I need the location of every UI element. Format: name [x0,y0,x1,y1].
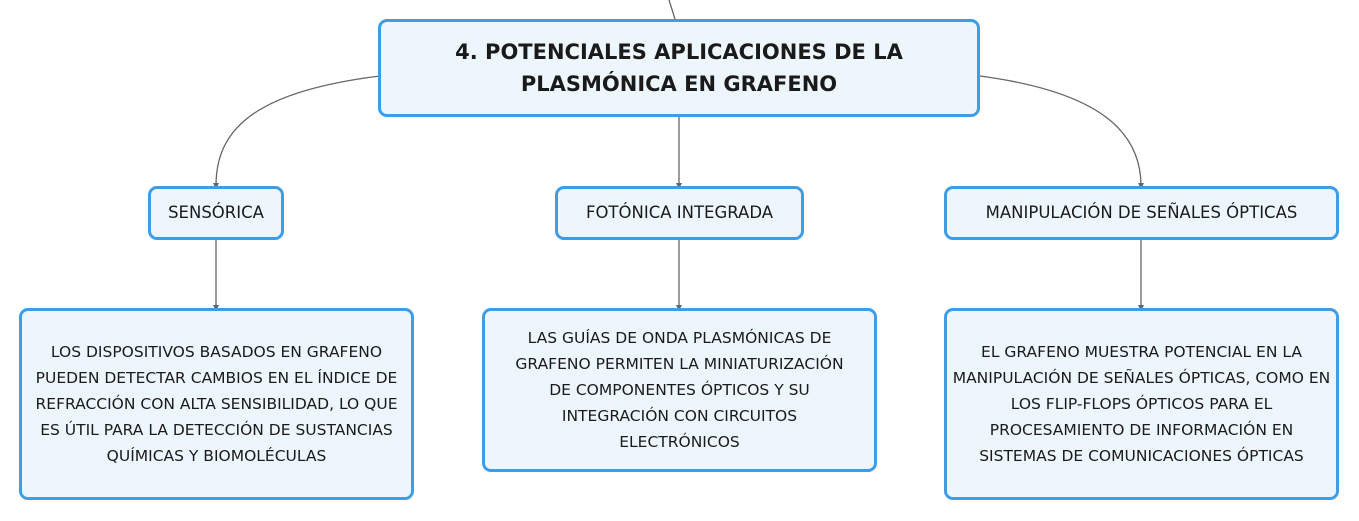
topic-node-sensorica[interactable] [148,186,284,240]
connector-root-sensorica [216,76,380,186]
detail-text-sensorica: LOS DISPOSITIVOS BASADOS EN GRAFENO PUEDEN DETECTAR CAMBIOS EN EL ÍNDICE DE REFRACCIÓN CON ALTA SENSIBILIDAD, LO QUE ES ÚTIL PARA LA DETECCIÓN DE SUSTANCIAS QUÍMICAS Y BIOMOLÉCULAS [35,343,398,465]
detail-node-sensorica[interactable] [19,308,414,500]
root-node[interactable] [378,19,980,117]
topic-label-manipulacion-senales: MANIPULACIÓN DE SEÑALES ÓPTICAS [985,203,1298,222]
detail-node-fotonica-integrada[interactable] [482,308,877,472]
detail-text-fotonica-integrada: LAS GUÍAS DE ONDA PLASMÓNICAS DE GRAFENO PERMITEN LA MINIATURIZACIÓN DE COMPONENTES ÓPTICOS Y SU INTEGRACIÓN CON CIRCUITOS ELECTRÓNICOS [515,329,844,451]
topic-label-sensorica: SENSÓRICA [168,203,264,222]
root-title: 4. POTENCIALES APLICACIONES DE LA PLASMÓNICA EN GRAFENO [455,40,903,96]
parent-connector [669,0,675,19]
detail-text-manipulacion-senales: EL GRAFENO MUESTRA POTENCIAL EN LA MANIPULACIÓN DE SEÑALES ÓPTICAS, COMO EN LOS FLIP-FLOPS ÓPTICOS PARA EL PROCESAMIENTO DE INFORMACIÓN EN SISTEMAS DE COMUNICACIONES ÓPTICAS [952,343,1331,465]
connector-root-manipulacion [980,76,1141,186]
topic-label-fotonica-integrada: FOTÓNICA INTEGRADA [585,203,774,222]
detail-node-manipulacion-senales[interactable] [944,308,1339,500]
topic-node-manipulacion-senales[interactable] [944,186,1339,240]
topic-node-fotonica-integrada[interactable] [555,186,804,240]
